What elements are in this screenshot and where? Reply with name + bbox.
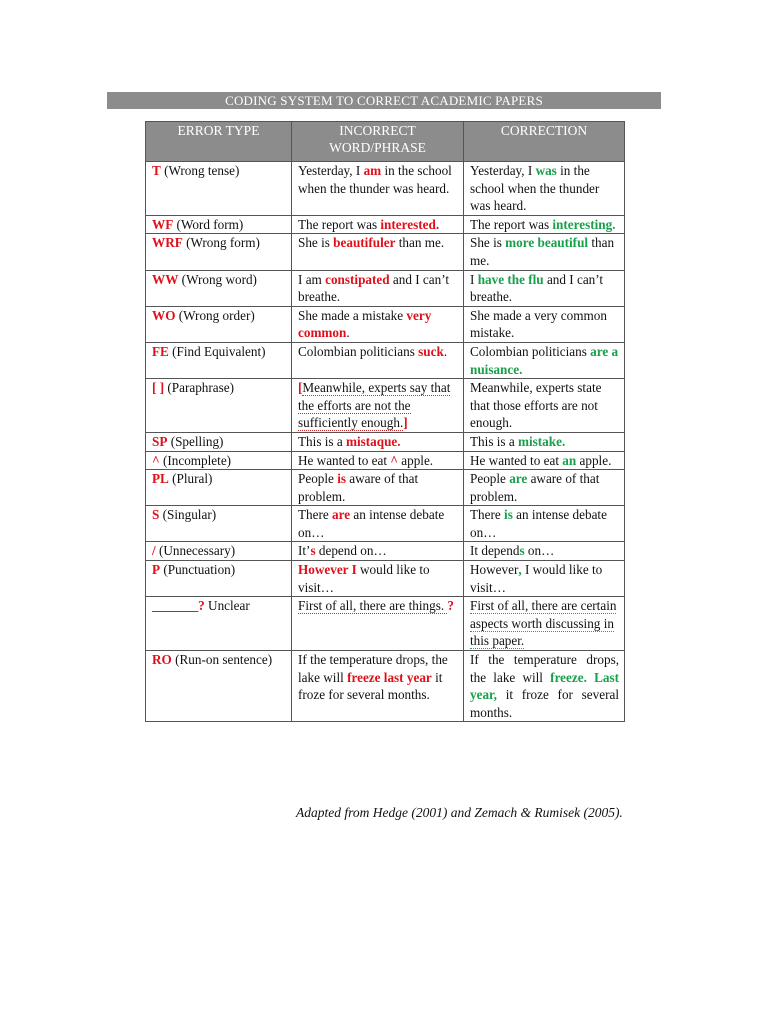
error-type-cell (146, 306, 292, 342)
error-type-cell (146, 162, 292, 216)
text: . (561, 433, 566, 449)
correction-cell (464, 542, 625, 561)
error-type-cell (146, 561, 292, 597)
text: There (298, 507, 333, 523)
text: it froze for several months. (298, 669, 443, 703)
text: I would like to visit… (470, 562, 603, 595)
incorrect-cell (292, 651, 464, 722)
bracket-close: ] (403, 415, 408, 431)
text: This is a (298, 433, 346, 449)
incorrect-cell (292, 506, 464, 542)
text: and I can’t breathe. (470, 271, 604, 305)
text: He wanted to eat (298, 452, 391, 468)
error-code: ^ (152, 452, 160, 468)
unclear-text: First of all, there are things. (298, 598, 448, 614)
text: apple. (397, 452, 434, 468)
error-type-label: (Paraphrase) (164, 380, 235, 396)
correction-highlight: have the flu (477, 271, 544, 287)
text: If the temperature drops, the lake will (298, 652, 448, 685)
document-title: CODING SYSTEM TO CORRECT ACADEMIC PAPERS (107, 92, 661, 109)
text: it froze for several months. (470, 687, 619, 720)
table-row (146, 270, 625, 306)
correction-cell (464, 270, 625, 306)
table-row (146, 162, 625, 216)
text: . (443, 343, 448, 359)
correction-highlight: are a nuisance (470, 343, 619, 377)
text: She is (298, 235, 334, 251)
correction-cell (464, 162, 625, 216)
incorrect-cell (292, 451, 464, 470)
text: an intense debate on… (298, 507, 445, 540)
error-code: / (152, 543, 156, 559)
error-type-cell (146, 432, 292, 451)
error-highlight: However I (298, 562, 357, 578)
error-type-label: (Unnecessary) (155, 543, 236, 559)
incorrect-cell (292, 215, 464, 234)
error-highlight: ^ (390, 452, 398, 468)
error-highlight: suck (418, 343, 444, 359)
error-code: T (152, 163, 161, 178)
table-row (146, 506, 625, 542)
correction-cell (464, 342, 625, 378)
error-type-label: Unclear (204, 598, 250, 614)
error-type-cell (146, 234, 292, 270)
error-code-table (145, 121, 625, 722)
error-code: PL (152, 471, 169, 487)
correction-cell (464, 651, 625, 722)
text: than me. (470, 235, 615, 268)
error-code: WW (152, 271, 179, 287)
error-highlight: s (310, 543, 316, 559)
text: . (511, 325, 515, 341)
text: She made a very common mistake (470, 307, 607, 341)
error-type-label: (Singular) (159, 507, 217, 523)
error-code: FE (152, 343, 169, 359)
incorrect-cell (292, 432, 464, 451)
incorrect-cell (292, 542, 464, 561)
incorrect-cell (292, 379, 464, 433)
header-error-type: ERROR TYPE (146, 122, 292, 162)
text: . (397, 433, 401, 449)
correction-cell (464, 432, 625, 451)
table-row (146, 561, 625, 597)
header-correction: CORRECTION (464, 122, 625, 162)
correction-highlight: more beautiful (505, 235, 589, 251)
text: aware of that problem. (298, 471, 419, 504)
text: would like to visit… (298, 562, 430, 595)
error-type-label: (Run-on sentence) (171, 652, 273, 668)
correction-highlight: was (535, 163, 557, 178)
incorrect-cell (292, 306, 464, 342)
error-highlight: interested (380, 216, 436, 232)
error-type-cell (146, 597, 292, 651)
text: . (612, 216, 616, 232)
correction-cell (464, 506, 625, 542)
correction-cell (464, 306, 625, 342)
text: than me. (395, 235, 445, 251)
text: . (346, 325, 350, 341)
error-type-label: (Wrong word) (178, 271, 257, 287)
text: aware of that problem. (470, 471, 600, 504)
text: She made a mistake (298, 307, 407, 323)
paraphrase-text: Meanwhile, experts say that the efforts are not the sufficiently enough. (298, 380, 451, 431)
table-row (146, 470, 625, 506)
text: She is (470, 235, 506, 251)
text: If the temperature drops, the lake will (470, 652, 619, 685)
incorrect-cell (292, 470, 464, 506)
error-code: S (152, 507, 160, 523)
error-type-label: (Find Equivalent) (168, 343, 266, 359)
error-highlight: very common (298, 307, 432, 341)
error-type-cell (146, 651, 292, 722)
text: and I can’t breathe. (298, 271, 450, 305)
error-type-label: (Punctuation) (160, 562, 236, 578)
error-type-label: (Spelling) (167, 433, 224, 449)
error-highlight: is (337, 471, 346, 487)
error-code: SP (152, 433, 168, 449)
correction-cell (464, 451, 625, 470)
error-highlight: ? (447, 598, 455, 614)
error-type-label: (Wrong order) (175, 307, 255, 323)
text: . (519, 361, 523, 377)
text: depend on… (315, 543, 387, 559)
text: This is a (470, 433, 518, 449)
text: He wanted to eat (470, 452, 563, 468)
source-citation: Adapted from Hedge (2001) and Zemach & Rumisek (2005). (296, 805, 623, 820)
text: Yesterday, I (298, 163, 364, 178)
error-code: WRF (152, 235, 183, 251)
error-highlight: beautifuler (333, 235, 396, 251)
error-highlight: constipated (325, 271, 390, 287)
error-type-label: (Word form) (173, 216, 244, 232)
error-code: WO (152, 307, 176, 323)
text: People (298, 471, 338, 487)
text: I (470, 271, 478, 287)
header-incorrect: INCORRECT WORD/PHRASE (292, 122, 464, 162)
correction-cell (464, 597, 625, 651)
table-row (146, 379, 625, 433)
correction-highlight: are (509, 471, 528, 487)
table-row (146, 597, 625, 651)
error-type-cell (146, 542, 292, 561)
text: People (470, 471, 510, 487)
correction-highlight: interesting (552, 216, 613, 232)
error-highlight: mistaque (346, 433, 398, 449)
correction-highlight: , (518, 562, 522, 578)
text: However (470, 562, 519, 578)
correction-highlight: freeze. Last year, (470, 669, 619, 703)
correction-cell (464, 561, 625, 597)
text: Colombian politicians (298, 343, 419, 359)
error-type-cell (146, 215, 292, 234)
correction-highlight: an (562, 452, 577, 468)
text: in the school when the thunder was heard. (470, 163, 600, 214)
table-row (146, 306, 625, 342)
incorrect-cell (292, 561, 464, 597)
error-type-label: (Incomplete) (159, 452, 232, 468)
incorrect-cell (292, 342, 464, 378)
correction-cell (464, 215, 625, 234)
error-type-cell (146, 342, 292, 378)
error-type-cell (146, 270, 292, 306)
correction-cell (464, 379, 625, 433)
text: in the school when the thunder was heard. (298, 163, 452, 196)
table-row (146, 432, 625, 451)
incorrect-cell (292, 162, 464, 216)
error-type-cell (146, 451, 292, 470)
table-header-row (146, 122, 625, 162)
text: It’ (298, 543, 311, 559)
bracket-open: [ (298, 380, 303, 396)
table-row (146, 542, 625, 561)
text: First of all, there are certain aspects worth discussing in this paper. (470, 598, 617, 649)
incorrect-cell (292, 597, 464, 651)
text: on… (524, 543, 555, 559)
error-highlight: freeze last year (347, 669, 432, 685)
text: It depend (470, 543, 520, 559)
text: The report was (470, 216, 553, 232)
table-row (146, 651, 625, 722)
text: I am (298, 271, 326, 287)
text: apple. (576, 452, 612, 468)
text: The report was (298, 216, 381, 232)
error-type-label: (Plural) (168, 471, 213, 487)
error-type-cell (146, 506, 292, 542)
text: an intense debate on… (470, 507, 607, 540)
incorrect-cell (292, 270, 464, 306)
correction-highlight: s (519, 543, 525, 559)
correction-highlight: is (504, 507, 513, 523)
text: Yesterday, I (470, 163, 536, 178)
error-code: _______? (152, 598, 205, 614)
error-highlight: am (363, 163, 382, 178)
text: Colombian politicians (470, 343, 591, 359)
error-highlight: are (332, 507, 351, 523)
correction-cell (464, 470, 625, 506)
error-code: P (152, 562, 161, 578)
correction-highlight: mistake (518, 433, 562, 449)
error-type-label: (Wrong tense) (160, 163, 240, 178)
table-row (146, 342, 625, 378)
error-type-label: (Wrong form) (182, 235, 260, 251)
text: Meanwhile, experts state that those efforts are not enough. (470, 380, 602, 431)
table-row (146, 451, 625, 470)
incorrect-cell (292, 234, 464, 270)
table-row (146, 215, 625, 234)
error-type-cell (146, 470, 292, 506)
error-code: WF (152, 216, 174, 232)
text: . (435, 216, 440, 232)
correction-cell (464, 234, 625, 270)
error-code: RO (152, 652, 172, 668)
error-code: [ ] (152, 380, 165, 396)
error-type-cell (146, 379, 292, 433)
text: There (470, 507, 505, 523)
table-row (146, 234, 625, 270)
